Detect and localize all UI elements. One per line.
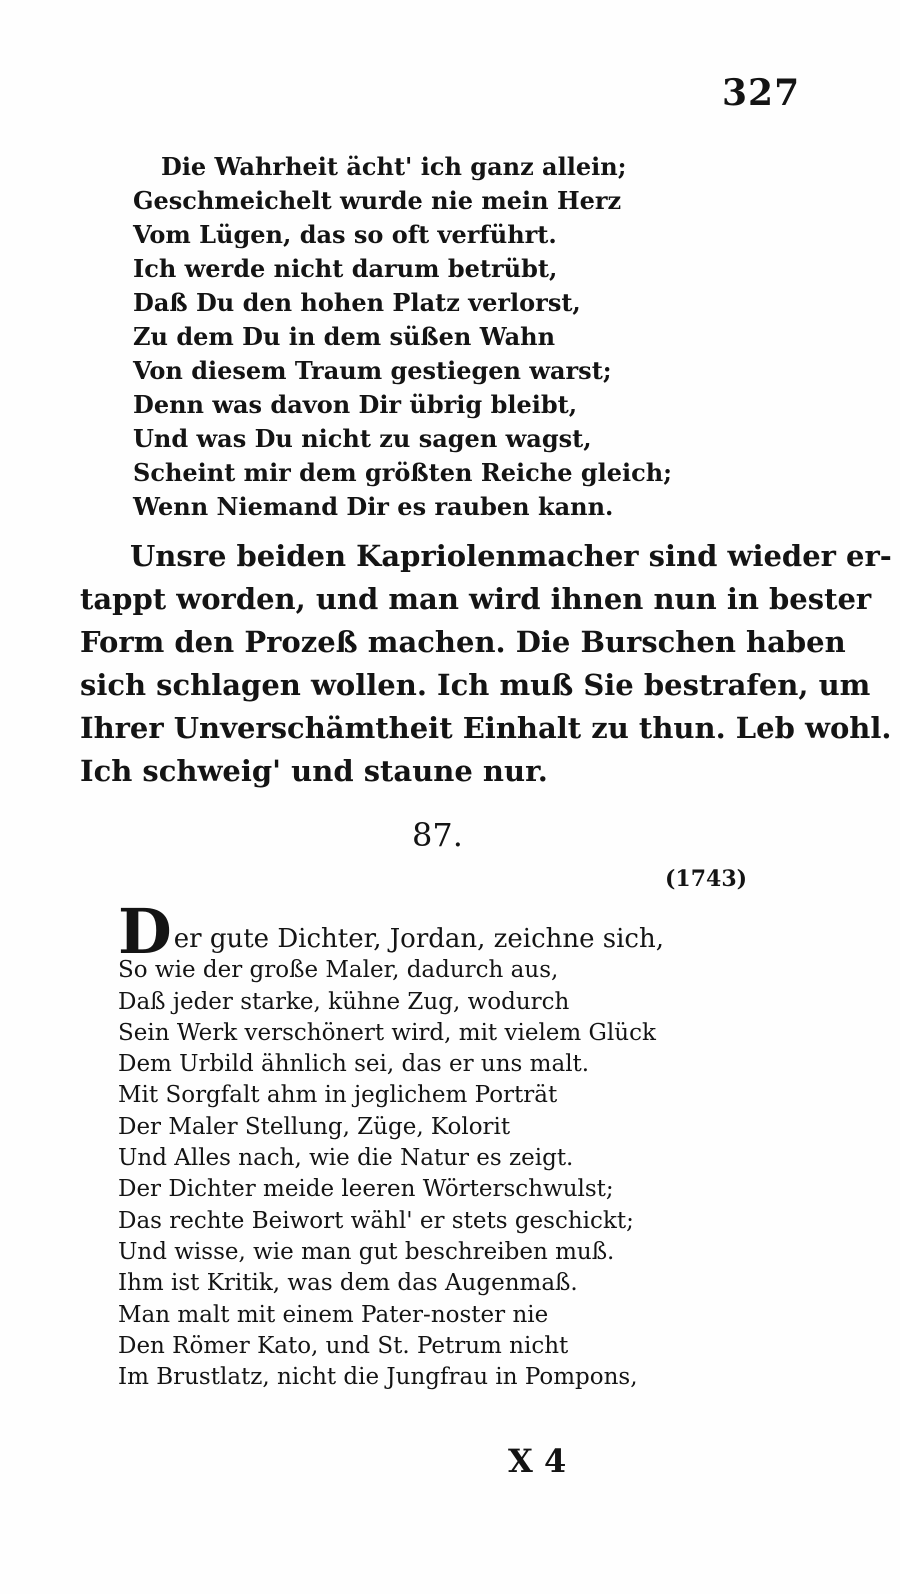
poem-line: Daß Du den hohen Platz verlorst, (133, 288, 581, 317)
poem-line: Geschmeichelt wurde nie mein Herz (133, 186, 622, 215)
poem-line: Und Alles nach, wie die Natur es zeigt. (118, 1145, 574, 1172)
poem-line: Mit Sorgfalt ahm in jeglichem Porträt (118, 1082, 558, 1109)
poem-line: Sein Werk verschönert wird, mit vielem Glück (118, 1019, 656, 1046)
poem-line: Die Wahrheit ächt' ich ganz allein; (161, 152, 627, 181)
poem-line: Scheint mir dem größten Reiche gleich; (133, 458, 673, 487)
signature-mark: X 4 (508, 1442, 567, 1480)
prose-line: Ich schweig' und staune nur. (80, 754, 548, 788)
poem-line: Zu dem Du in dem süßen Wahn (133, 322, 556, 351)
poem-line: Daß jeder starke, kühne Zug, wodurch (118, 988, 570, 1015)
section-number: 87. (412, 816, 463, 854)
prose-paragraph (80, 535, 892, 793)
poem-line: Das rechte Beiwort wähl' er stets geschickt; (118, 1207, 634, 1234)
poem-top (133, 150, 672, 524)
drop-cap: D (118, 895, 172, 968)
prose-line: Ihrer Unverschämtheit Einhalt zu thun. Leb wohl. (80, 711, 892, 745)
poem-line: Den Römer Kato, und St. Petrum nicht (118, 1332, 569, 1359)
poem-bottom (118, 895, 664, 1393)
page-number: 327 (722, 72, 801, 114)
poem-line: Vom Lügen, das so oft verführt. (133, 220, 557, 249)
poem-line: So wie der große Maler, dadurch aus, (118, 957, 559, 984)
prose-line: tappt worden, und man wird ihnen nun in bester (80, 582, 872, 616)
poem-line: Und was Du nicht zu sagen wagst, (133, 424, 592, 453)
poem-line: Der Maler Stellung, Züge, Kolorit (118, 1113, 511, 1140)
prose-line: Form den Prozeß machen. Die Burschen haben (80, 625, 846, 659)
poem-line: Wenn Niemand Dir es rauben kann. (133, 492, 614, 521)
prose-line: sich schlagen wollen. Ich muß Sie bestrafen, um (80, 668, 871, 702)
poem-line: Man malt mit einem Pater-noster nie (118, 1301, 549, 1328)
first-line-text: er gute Dichter, Jordan, zeichne sich, (173, 924, 664, 954)
poem-line: Im Brustlatz, nicht die Jungfrau in Pompons, (118, 1364, 638, 1391)
prose-line: Unsre beiden Kapriolenmacher sind wieder er- (130, 539, 892, 573)
date-label: (1743) (665, 866, 748, 892)
poem-line-first (118, 895, 664, 968)
poem-line: Ich werde nicht darum betrübt, (133, 254, 558, 283)
poem-line: Ihm ist Kritik, was dem das Augenmaß. (118, 1270, 578, 1297)
poem-line: Der Dichter meide leeren Wörterschwulst; (118, 1176, 614, 1203)
poem-line: Und wisse, wie man gut beschreiben muß. (118, 1238, 615, 1265)
poem-line: Denn was davon Dir übrig bleibt, (133, 390, 578, 419)
poem-line: Von diesem Traum gestiegen warst; (133, 356, 612, 385)
poem-line: Dem Urbild ähnlich sei, das er uns malt. (118, 1051, 590, 1078)
